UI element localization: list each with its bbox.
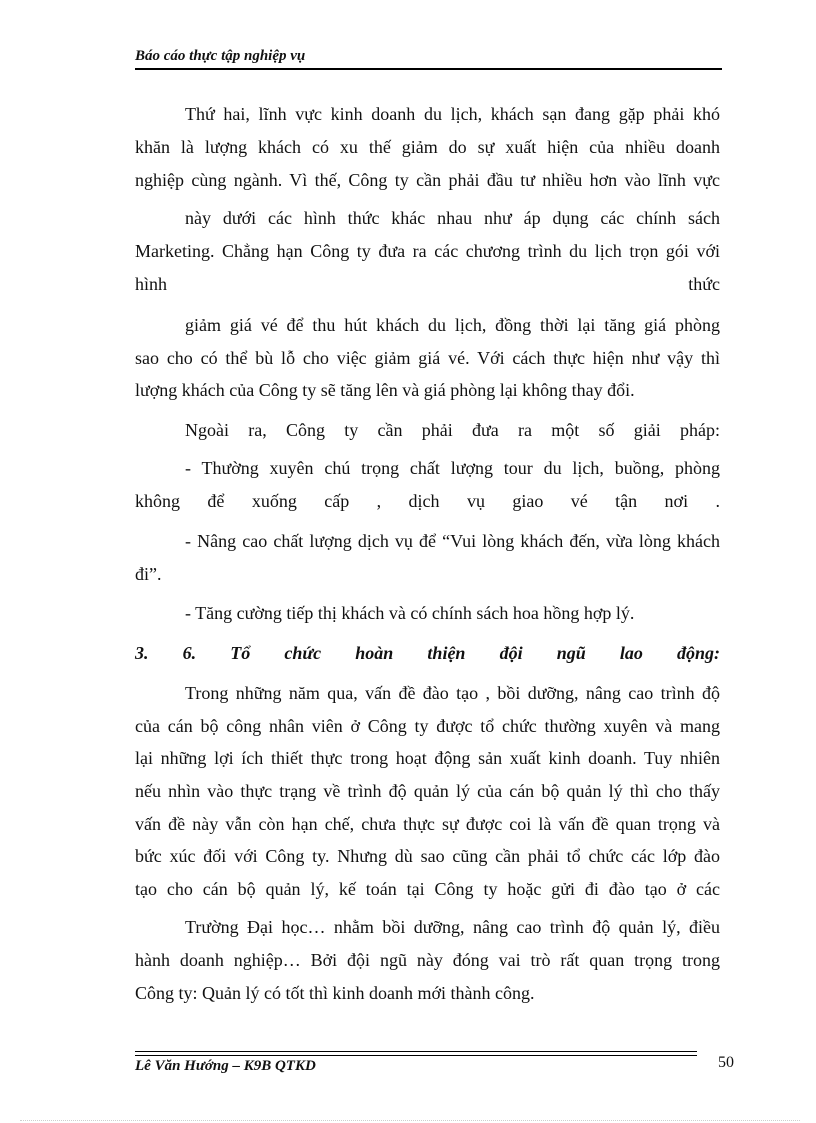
paragraph-line: của cán bộ công nhân viên ở Công ty được tổ chức thường xuyên và mang xyxy=(135,716,720,736)
list-item-line: đi”. xyxy=(135,564,162,584)
paragraph-line: Thứ hai, lĩnh vực kinh doanh du lịch, khách sạn đang gặp phải khó xyxy=(185,104,720,124)
footer-rule xyxy=(135,1051,697,1056)
paragraph-line: nếu nhìn vào thực trạng về trình độ quản lý của cán bộ quản lý thì cho thấy xyxy=(135,781,720,801)
paragraph-line: Trong những năm qua, vấn đề đào tạo , bồi dưỡng, nâng cao trình độ xyxy=(185,683,720,703)
paragraph-line: hình thức xyxy=(135,274,720,294)
paragraph-line: bức xúc đối với Công ty. Nhưng dù sao cũng cần phải tổ chức các lớp đào xyxy=(135,846,720,866)
page-number: 50 xyxy=(718,1054,734,1071)
paragraph-line: lượng khách của Công ty sẽ tăng lên và giá phòng lại không thay đổi. xyxy=(135,380,635,400)
footer-author: Lê Văn Hướng – K9B QTKD xyxy=(135,1058,316,1074)
page-header: Báo cáo thực tập nghiệp vụ xyxy=(135,48,722,70)
paragraph-line: Trường Đại học… nhằm bồi dưỡng, nâng cao trình độ quản lý, điều xyxy=(185,917,720,937)
paragraph-line: lại những lợi ích thiết thực trong hoạt động sản xuất kinh doanh. Tuy nhiên xyxy=(135,748,720,768)
paragraph-line: hành doanh nghiệp… Bởi đội ngũ này đóng vai trò rất quan trọng trong xyxy=(135,950,720,970)
paragraph-line: sao cho có thể bù lỗ cho việc giảm giá vé. Với cách thực hiện như vậy thì xyxy=(135,348,720,368)
list-item-line: - Tăng cường tiếp thị khách và có chính sách hoa hồng hợp lý. xyxy=(185,603,635,623)
paragraph-line: tạo cho cán bộ quản lý, kế toán tại Công ty hoặc gửi đi đào tạo ở các xyxy=(135,879,720,899)
paragraph-line: Công ty: Quản lý có tốt thì kinh doanh mới thành công. xyxy=(135,983,535,1003)
list-item-line: không để xuống cấp , dịch vụ giao vé tận nơi . xyxy=(135,491,720,511)
paragraph-line: Ngoài ra, Công ty cần phải đưa ra một số giải pháp: xyxy=(185,420,720,440)
page-edge-divider xyxy=(20,1120,800,1121)
list-item-line: - Thường xuyên chú trọng chất lượng tour du lịch, buồng, phòng xyxy=(185,458,720,478)
paragraph-line: Marketing. Chẳng hạn Công ty đưa ra các chương trình du lịch trọn gói với xyxy=(135,241,720,261)
paragraph-line: nghiệp cùng ngành. Vì thế, Công ty cần phải đầu tư nhiều hơn vào lĩnh vực xyxy=(135,170,720,190)
paragraph-line: vấn đề này vẫn còn hạn chế, chưa thực sự được coi là vấn đề quan trọng và xyxy=(135,814,720,834)
paragraph-line: giảm giá vé để thu hút khách du lịch, đồng thời lại tăng giá phòng xyxy=(185,315,720,335)
list-item-line: - Nâng cao chất lượng dịch vụ để “Vui lòng khách đến, vừa lòng khách xyxy=(185,531,720,551)
section-heading: 3. 6. Tổ chức hoàn thiện đội ngũ lao động: xyxy=(135,643,720,663)
paragraph-line: khăn là lượng khách có xu thế giảm do sự xuất hiện của nhiều doanh xyxy=(135,137,720,157)
paragraph-line: này dưới các hình thức khác nhau như áp dụng các chính sách xyxy=(185,208,720,228)
